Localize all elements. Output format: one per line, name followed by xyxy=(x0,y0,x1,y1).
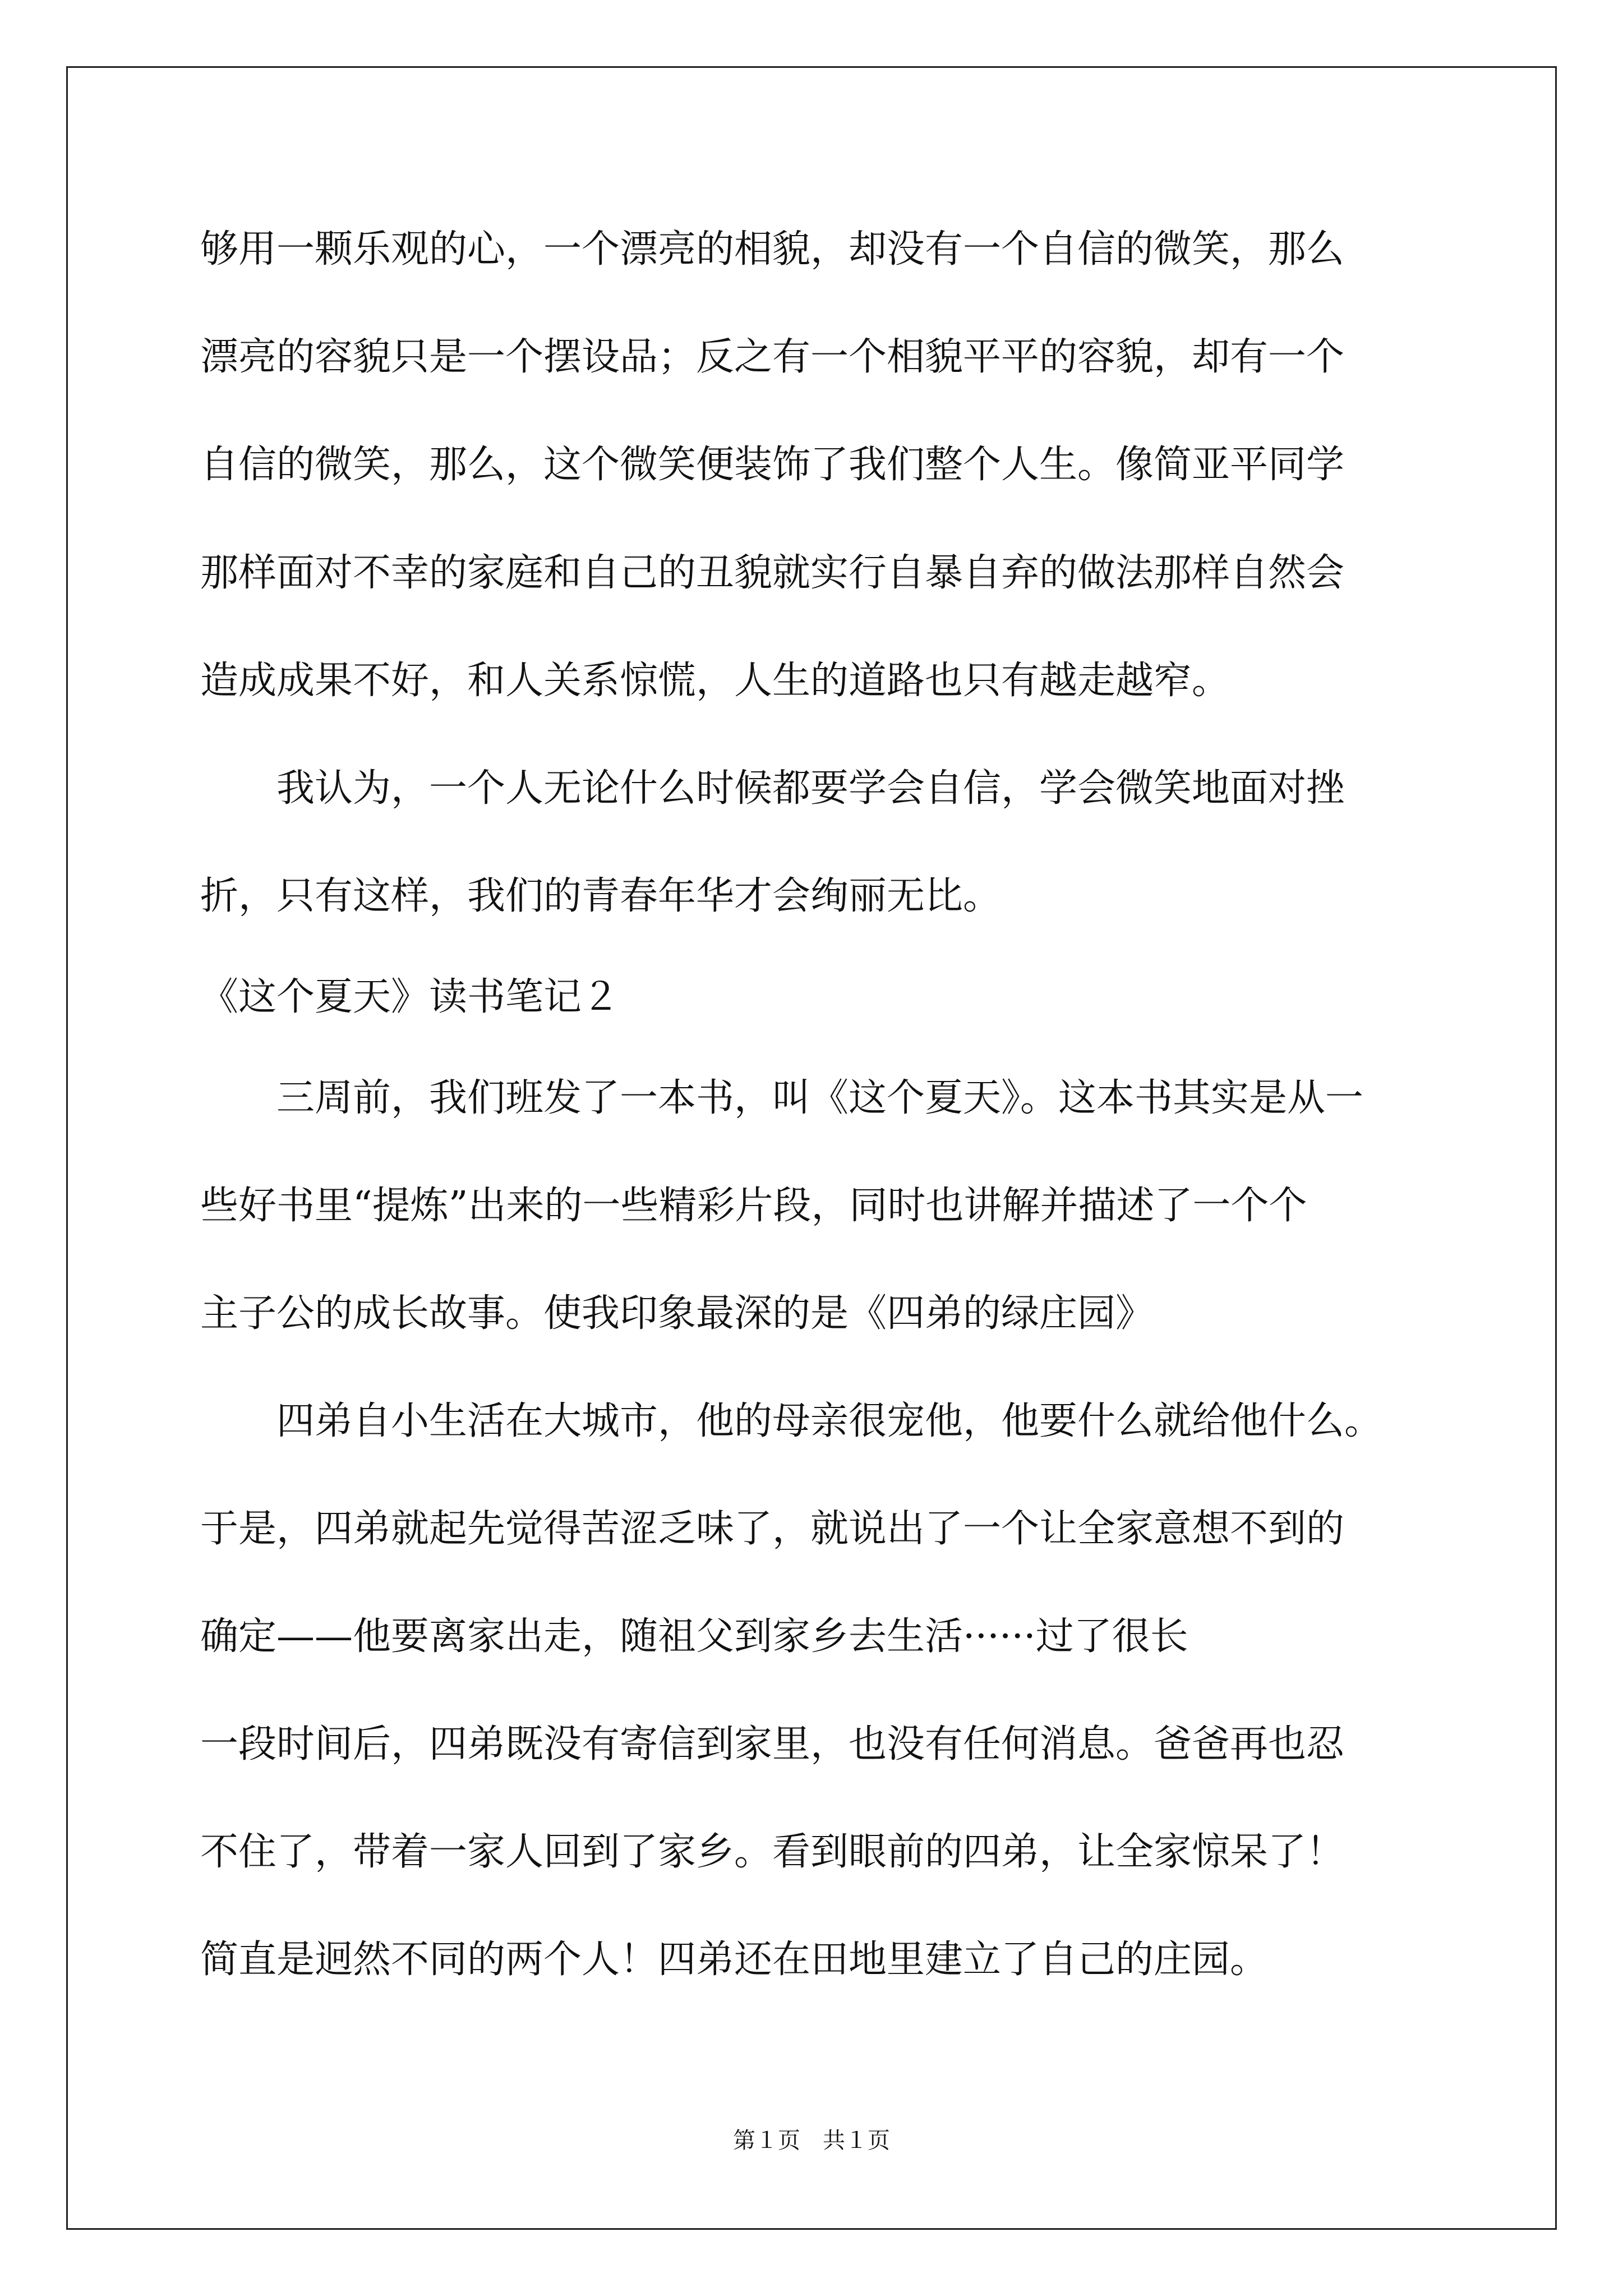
text-line: 我认为，一个人无论什么时候都要学会自信，学会微笑地面对挫 xyxy=(200,766,1345,811)
text-line: 造成成果不好，和人关系惊慌，人生的道路也只有越走越窄。 xyxy=(200,659,1230,703)
text-line: 折，只有这样，我们的青春年华才会绚丽无比。 xyxy=(200,874,1002,918)
text-line: 漂亮的容貌只是一个摆设品；反之有一个相貌平平的容貌，却有一个 xyxy=(200,335,1345,379)
text-line: 自信的微笑，那么，这个微笑便装饰了我们整个人生。像简亚平同学 xyxy=(200,443,1345,487)
page-footer: 第１页 共１页 xyxy=(733,2128,890,2154)
text-line: 主子公的成长故事。使我印象最深的是《四弟的绿庄园》 xyxy=(200,1291,1154,1336)
text-line: 不住了，带着一家人回到了家乡。看到眼前的四弟，让全家惊呆了！ xyxy=(200,1830,1345,1874)
text-line: 于是，四弟就起先觉得苦涩乏味了，就说出了一个让全家意想不到的 xyxy=(200,1507,1345,1551)
text-line: 四弟自小生活在大城市，他的母亲很宠他，他要什么就给他什么。 xyxy=(200,1399,1383,1443)
text-line: 些好书里“提炼”出来的一些精彩片段，同时也讲解并描述了一个个 xyxy=(200,1184,1307,1228)
page-border xyxy=(66,66,1557,2230)
text-line: 够用一颗乐观的心，一个漂亮的相貌，却没有一个自信的微笑，那么 xyxy=(200,227,1345,272)
section-heading: 《这个夏天》读书笔记２ xyxy=(200,975,620,1019)
text-line: 三周前，我们班发了一本书，叫《这个夏天》。这本书其实是从一 xyxy=(200,1076,1364,1120)
text-line: 简直是迥然不同的两个人！四弟还在田地里建立了自己的庄园。 xyxy=(200,1938,1269,1982)
text-line: 一段时间后，四弟既没有寄信到家里，也没有任何消息。爸爸再也忍 xyxy=(200,1722,1345,1766)
text-line: 确定——他要离家出走，随祖父到家乡去生活······过了很长 xyxy=(200,1614,1188,1659)
text-line: 那样面对不幸的家庭和自己的丑貌就实行自暴自弃的做法那样自然会 xyxy=(200,551,1345,595)
